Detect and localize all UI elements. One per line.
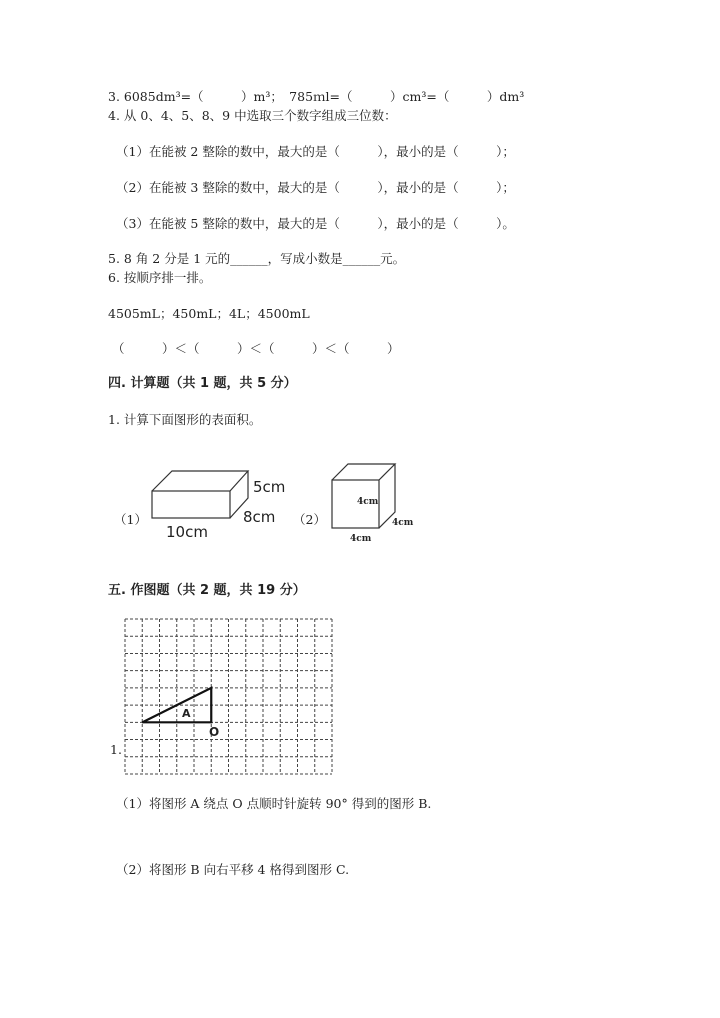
cube-edge-label-bottom: 4cm (350, 534, 372, 544)
section-5-question-number: 1. (110, 742, 122, 757)
task-2: （2）将图形 B 向右平移 4 格得到图形 C. (116, 862, 350, 877)
question-4-item-3: （3）在能被 5 整除的数中，最大的是（ ），最小的是（ ）。 (116, 216, 515, 231)
dotted-grid (125, 619, 332, 774)
cuboid-height-label: 5cm (253, 478, 286, 496)
figure-2-label: （2） (293, 512, 326, 527)
section-4-title: 四. 计算题（共 1 题，共 5 分） (108, 376, 297, 391)
question-4-item-1: （1）在能被 2 整除的数中，最大的是（ ），最小的是（ ）； (116, 144, 515, 159)
question-4-stem: 4. 从 0、4、5、8、9 中选取三个数字组成三位数： (108, 108, 397, 123)
cube-edge-label-side: 4cm (392, 518, 414, 528)
section-5-title: 五. 作图题（共 2 题，共 19 分） (108, 583, 306, 598)
question-3: 3. 6085dm³=（ ）m³； 785ｍl=（ ）cm³=（ ）dm³ (108, 89, 525, 104)
cuboid-length-label: 10cm (166, 523, 208, 541)
shape-a-label: A (182, 707, 191, 720)
figure-1-label: （1） (114, 512, 147, 527)
question-6-values: 4505mL；450mL；4L；4500mL (108, 306, 310, 321)
question-4-item-2: （2）在能被 3 整除的数中，最大的是（ ），最小的是（ ）； (116, 180, 515, 195)
question-6-stem: 6. 按顺序排一排。 (108, 270, 212, 285)
question-6-blanks: （ ）＜（ ）＜（ ）＜（ ） (112, 341, 400, 356)
cuboid-width-label: 8cm (243, 508, 276, 526)
cube-edge-label-front: 4cm (357, 497, 379, 507)
point-o-label: O (209, 725, 220, 739)
question-5: 5. 8 角 2 分是 1 元的______，写成小数是______元。 (108, 251, 406, 266)
section-4-question-1: 1. 计算下面图形的表面积。 (108, 412, 262, 427)
task-1: （1）将图形 A 绕点 O 点顺时针旋转 90° 得到的图形 B. (116, 796, 432, 811)
